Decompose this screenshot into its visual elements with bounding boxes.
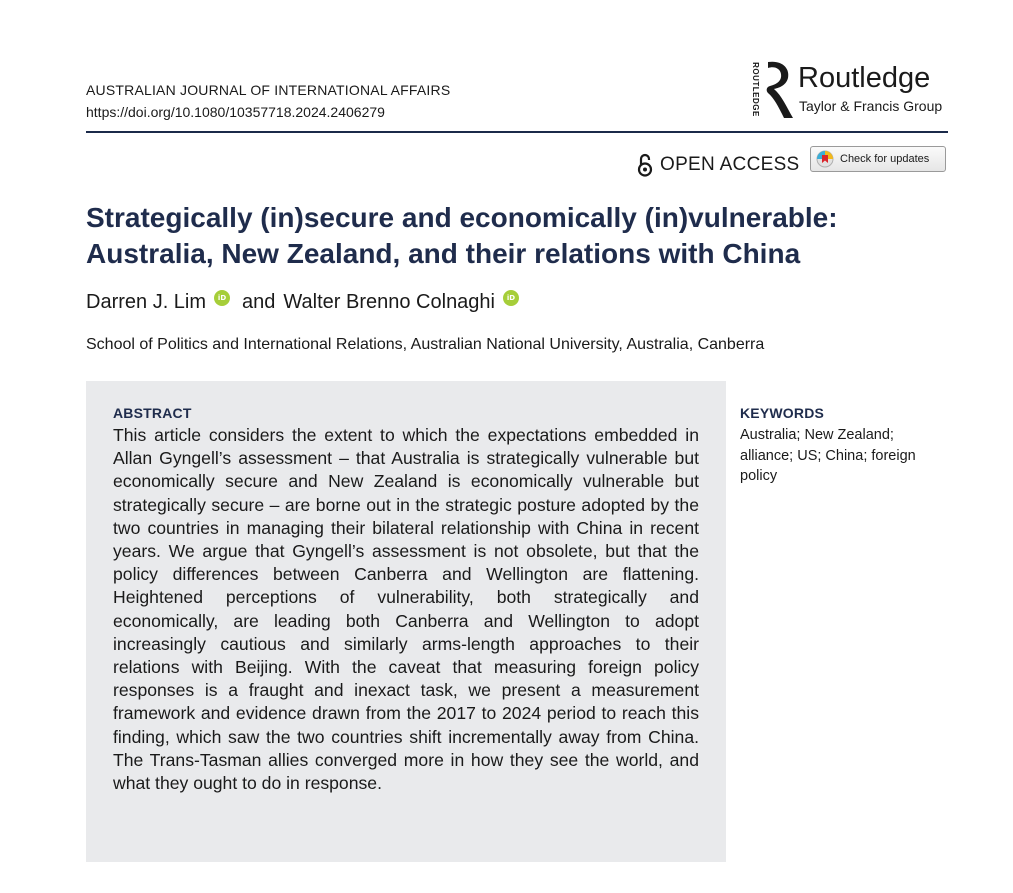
author-name[interactable]: Darren J. Lim bbox=[86, 290, 207, 313]
open-lock-icon bbox=[637, 153, 653, 177]
logo-side-text: ROUTLEDGE bbox=[750, 62, 760, 117]
doi-link[interactable]: https://doi.org/10.1080/10357718.2024.2406279 bbox=[86, 104, 385, 120]
article-title: Strategically (in)secure and economically (in)vulnerable: Australia, New Zealand, and their relations with China bbox=[86, 202, 838, 269]
publisher-name: Routledge bbox=[798, 62, 931, 94]
affiliation: School of Politics and International Relations, Australian National University, Australia, Canberra bbox=[86, 336, 765, 353]
check-for-updates-button[interactable] bbox=[810, 146, 946, 172]
keywords-heading: KEYWORDS bbox=[740, 405, 825, 421]
abstract-heading: ABSTRACT bbox=[113, 405, 192, 421]
open-access-label: OPEN ACCESS bbox=[660, 154, 800, 175]
journal-name: AUSTRALIAN JOURNAL OF INTERNATIONAL AFFAIRS bbox=[86, 82, 451, 98]
orcid-icon[interactable]: iD bbox=[503, 290, 519, 306]
routledge-logo bbox=[748, 60, 958, 124]
author-line bbox=[86, 290, 531, 314]
author-connector: and bbox=[242, 290, 276, 313]
crossmark-icon bbox=[816, 150, 834, 168]
check-for-updates-label: Check for updates bbox=[840, 153, 930, 165]
orcid-icon[interactable]: iD bbox=[214, 290, 230, 306]
header-divider bbox=[86, 131, 948, 133]
keywords-list: Australia; New Zealand; alliance; US; China; foreign policy bbox=[740, 427, 916, 484]
routledge-mark-icon bbox=[760, 60, 794, 120]
publisher-group: Taylor & Francis Group bbox=[799, 98, 943, 114]
abstract-text: This article considers the extent to which the expectations embedded in Allan Gyngell’s assessment – that Australia is strategically vulnerable but economically secure and New Zealand is economically vulnerable but strategically secure – are borne out in the strategic posture adopted by the two countries in managing their bilateral relationship with China in recent years. We argue that Gyngell’s assessment is not obsolete, but that the policy differences between Canberra and Wellington are flattening. Heightened perceptions of vulnerability, both strategically and economically, are leading both Canberra and Wellington to adopt increasingly cautious and similarly arms-length approaches to their relations with Beijing. With the caveat that measuring foreign policy responses is a fraught and inexact task, we present a measurement framework and evidence drawn from the 2017 to 2024 period to reach this finding, which saw the two countries shift incrementally away from China. The Trans-Tasman allies converged more in how they see the world, and what they ought to do in response. bbox=[113, 425, 699, 794]
open-access-badge bbox=[637, 152, 800, 178]
author-name[interactable]: Walter Brenno Colnaghi bbox=[283, 290, 495, 313]
